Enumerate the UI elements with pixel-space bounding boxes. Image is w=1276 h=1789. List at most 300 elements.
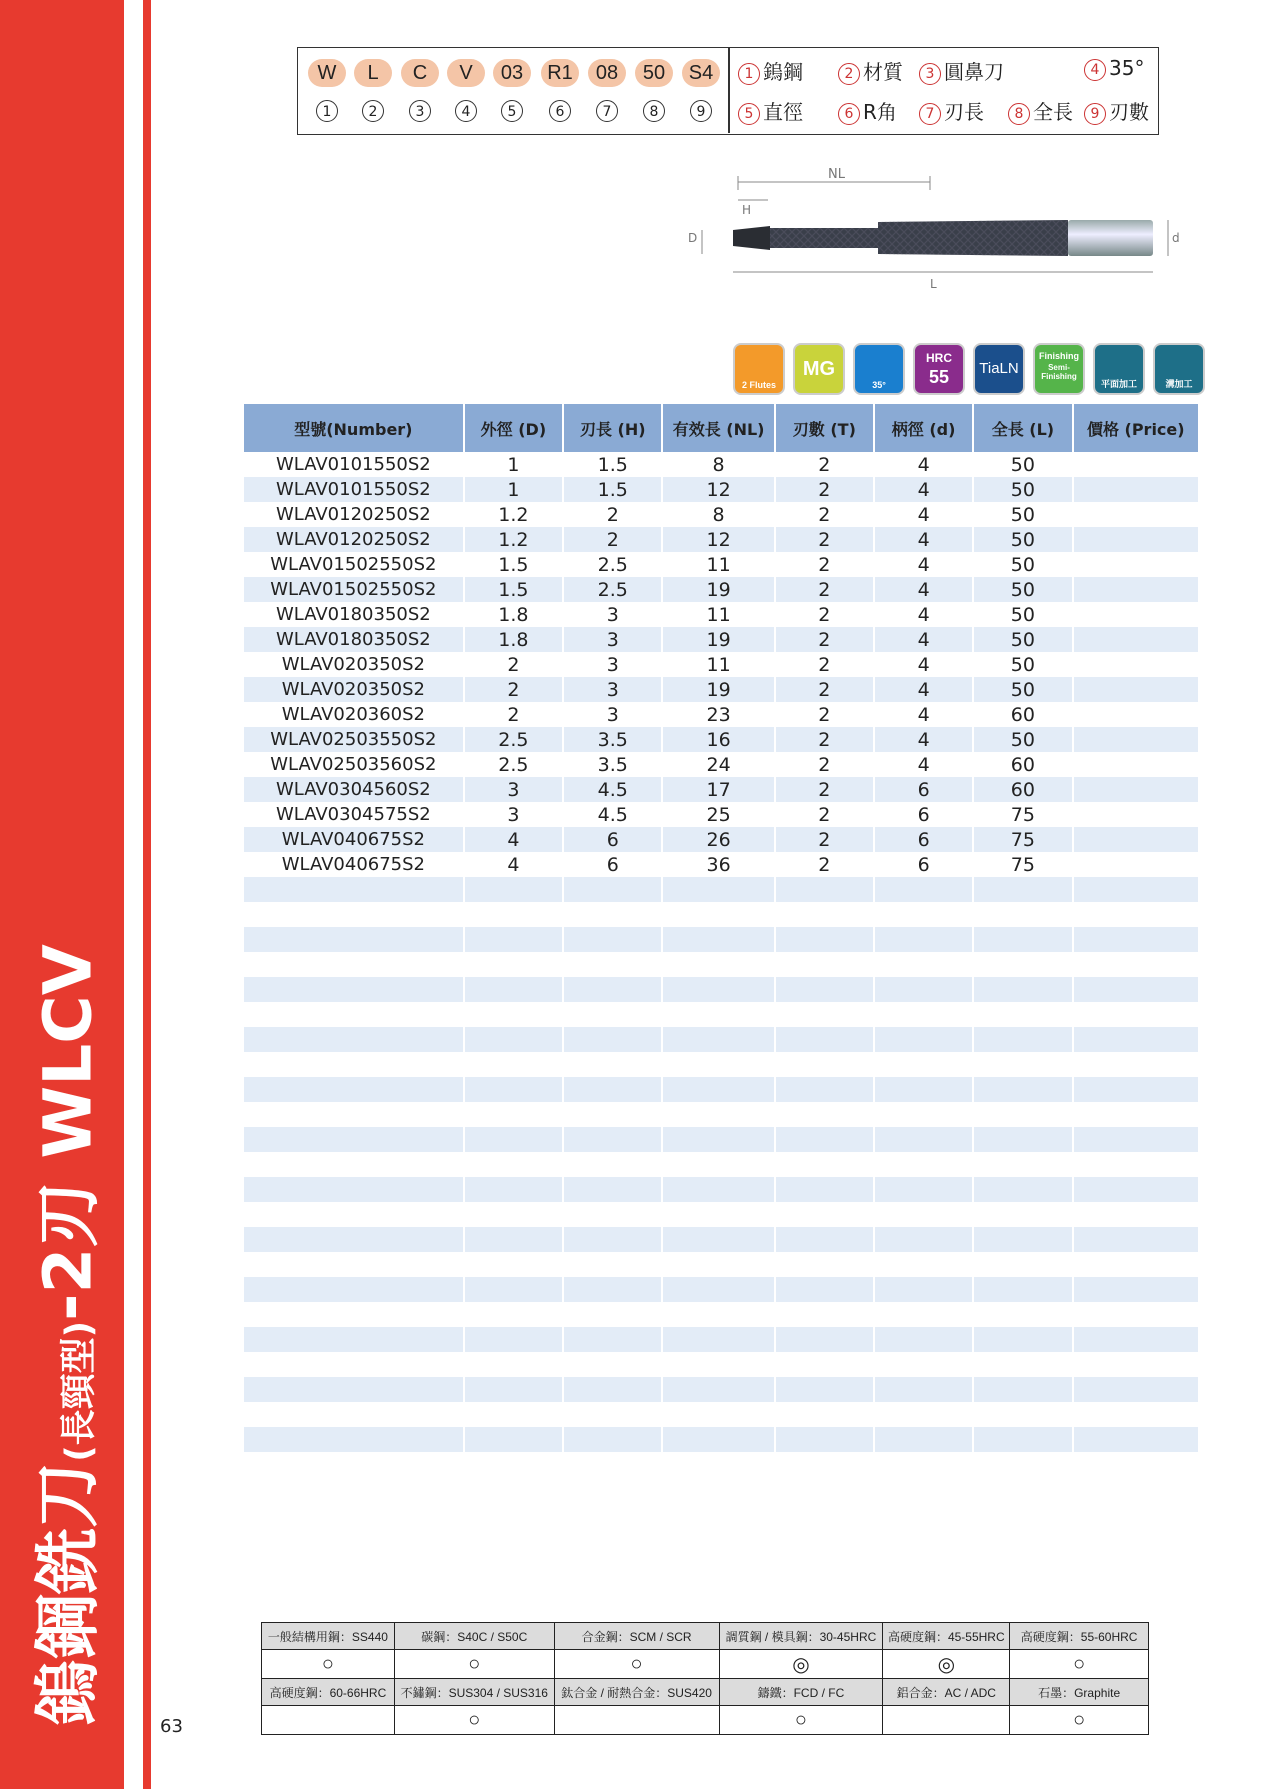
table-cell (663, 1102, 773, 1127)
code-segment: S4 (682, 59, 720, 87)
table-cell: WLAV01502550S2 (270, 554, 437, 575)
table-cell (875, 1252, 972, 1277)
table-cell (564, 1427, 661, 1452)
material-suitability: ○ (1010, 1650, 1149, 1679)
legend-label: 刃長 (944, 100, 984, 124)
tool-shank (1068, 220, 1153, 256)
table-cell: WLAV02503550S2 (244, 727, 463, 752)
table-cell (564, 977, 661, 1002)
table-cell (974, 1177, 1071, 1202)
table-cell (974, 1252, 1071, 1277)
table-cell (974, 1402, 1071, 1427)
material-label: 鋁合金：AC / ADC (883, 1679, 1010, 1706)
table-row (244, 1102, 1198, 1127)
table-cell: WLAV020360S2 (281, 704, 426, 725)
table-cell (1074, 1327, 1198, 1352)
table-row (244, 1052, 1198, 1077)
material-label: 碳鋼：S40C / S50C (394, 1623, 554, 1650)
legend-label: R角 (863, 100, 897, 124)
legend-number: 1 (738, 63, 760, 85)
table-cell: 4 (917, 653, 930, 676)
tialn-icon (973, 343, 1025, 395)
table-cell: 4 (875, 677, 972, 702)
table-row (244, 777, 1198, 802)
material-label: 石墨：Graphite (1010, 1679, 1149, 1706)
table-cell (1074, 752, 1198, 777)
code-index: 5 (501, 100, 523, 122)
table-cell (244, 1427, 463, 1452)
table-cell: 4 (875, 627, 972, 652)
table-row (244, 1227, 1198, 1252)
legend-number: 5 (738, 103, 760, 125)
table-cell (1074, 652, 1198, 677)
table-cell (776, 1427, 873, 1452)
table-cell (564, 1202, 661, 1227)
table-cell (974, 927, 1071, 952)
table-cell (974, 877, 1071, 902)
table-cell: 2 (818, 853, 831, 876)
table-cell (1074, 477, 1198, 502)
table-cell (564, 1002, 661, 1027)
table-cell (776, 1127, 873, 1152)
table-cell: 4.5 (564, 777, 661, 802)
table-row (244, 1377, 1198, 1402)
table-row (244, 477, 1198, 502)
table-cell (776, 952, 873, 977)
table-cell (564, 1027, 661, 1052)
material-suitability: ○ (394, 1706, 554, 1735)
table-cell (244, 1302, 463, 1327)
table-cell (875, 1377, 972, 1402)
material-suitability: ○ (719, 1706, 883, 1735)
table-cell: 19 (663, 677, 773, 702)
table-cell (465, 1002, 562, 1027)
table-row (244, 727, 1198, 752)
table-cell (663, 1227, 773, 1252)
table-cell (663, 1302, 773, 1327)
table-cell: 50 (1010, 603, 1035, 626)
table-cell: 4 (917, 453, 930, 476)
table-cell (564, 1077, 661, 1102)
table-cell (663, 1252, 773, 1277)
table-row (244, 1327, 1198, 1352)
table-cell (1074, 677, 1198, 702)
table-cell: WLAV0120250S2 (275, 504, 431, 525)
table-cell: WLAV0180350S2 (244, 627, 463, 652)
materials-table (261, 1622, 1149, 1735)
finishing-icon (1033, 343, 1085, 395)
material-label: 鈦合金 / 耐熱合金：SUS420 (554, 1679, 719, 1706)
column-header: 外徑 (D) (465, 404, 562, 452)
table-cell: 2 (776, 577, 873, 602)
table-row (244, 702, 1198, 727)
table-cell (776, 1402, 873, 1427)
table-cell (776, 927, 873, 952)
table-row (244, 1152, 1198, 1177)
hrc-55-icon (913, 343, 965, 395)
table-cell (663, 1002, 773, 1027)
table-cell (875, 1027, 972, 1052)
table-cell (1074, 1252, 1198, 1277)
table-cell (564, 1052, 661, 1077)
table-cell (776, 1177, 873, 1202)
table-cell (244, 952, 463, 977)
table-cell (244, 1402, 463, 1427)
table-cell (875, 1152, 972, 1177)
table-cell (974, 977, 1071, 1002)
table-cell: 6 (917, 853, 930, 876)
column-header: 型號(Number) (244, 404, 463, 452)
table-cell: 2 (776, 627, 873, 652)
table-cell (1074, 602, 1198, 627)
table-cell (974, 1202, 1071, 1227)
table-cell (465, 1402, 562, 1427)
table-cell (776, 1102, 873, 1127)
table-cell (875, 1277, 972, 1302)
table-row (244, 1177, 1198, 1202)
table-cell: 4.5 (597, 803, 628, 826)
table-cell: 36 (706, 853, 731, 876)
slot-machining-icon (1153, 343, 1205, 395)
table-cell (465, 1127, 562, 1152)
table-cell: 50 (974, 627, 1071, 652)
table-cell: 1.8 (465, 627, 562, 652)
table-cell (974, 1377, 1071, 1402)
table-cell (564, 1102, 661, 1127)
table-cell: WLAV0101550S2 (244, 477, 463, 502)
table-row (244, 1252, 1198, 1277)
table-cell (776, 1352, 873, 1377)
table-cell (1074, 852, 1198, 877)
table-cell (974, 1277, 1071, 1302)
table-cell (465, 1027, 562, 1052)
table-cell (663, 952, 773, 977)
table-cell (663, 1052, 773, 1077)
tool-body-texture (878, 220, 1068, 256)
tool-diagram (688, 160, 1178, 290)
table-cell: 6 (875, 777, 972, 802)
table-cell: 11 (706, 603, 731, 626)
table-cell: 2 (776, 527, 873, 552)
table-cell: 2.5 (564, 577, 661, 602)
table-cell (465, 1102, 562, 1127)
table-cell: 16 (663, 727, 773, 752)
table-cell: 3 (564, 677, 661, 702)
table-cell: 6 (917, 803, 930, 826)
table-cell (776, 1202, 873, 1227)
table-cell (776, 1252, 873, 1277)
table-cell (465, 877, 562, 902)
table-row (244, 1302, 1198, 1327)
icon-text: Finishing (1039, 351, 1079, 361)
table-cell (1074, 802, 1198, 827)
material-mark-row (262, 1706, 1149, 1735)
table-cell (244, 1052, 463, 1077)
table-cell (244, 1202, 463, 1227)
table-cell (875, 1002, 972, 1027)
code-index: 4 (455, 100, 477, 122)
table-cell: 23 (706, 703, 731, 726)
table-cell (974, 902, 1071, 927)
table-cell (1074, 727, 1198, 752)
table-cell: 2 (818, 553, 831, 576)
table-cell: 3 (564, 627, 661, 652)
table-cell (1074, 1077, 1198, 1102)
material-suitability: ○ (262, 1650, 395, 1679)
table-cell: 1 (465, 477, 562, 502)
table-row (244, 1277, 1198, 1302)
table-cell: 50 (1010, 503, 1035, 526)
table-cell (244, 1352, 463, 1377)
table-cell (465, 1177, 562, 1202)
table-cell: 2 (818, 453, 831, 476)
plane-machining-icon (1093, 343, 1145, 395)
table-row (244, 677, 1198, 702)
legend-item (738, 56, 803, 85)
table-row (244, 877, 1198, 902)
code-segment: R1 (541, 59, 579, 87)
table-cell (564, 1177, 661, 1202)
table-cell: 60 (974, 777, 1071, 802)
table-cell: WLAV0180350S2 (275, 604, 431, 625)
material-label: 高硬度鋼：45-55HRC (883, 1623, 1010, 1650)
code-index: 3 (409, 100, 431, 122)
table-cell (1074, 1127, 1198, 1152)
table-cell: WLAV040675S2 (281, 854, 426, 875)
table-cell: WLAV02503560S2 (270, 754, 437, 775)
material-suitability (883, 1706, 1010, 1735)
table-cell (974, 1227, 1071, 1252)
table-row (244, 927, 1198, 952)
table-cell: 2 (818, 753, 831, 776)
code-index: 1 (316, 100, 338, 122)
table-cell (663, 1352, 773, 1377)
material-suitability (262, 1706, 395, 1735)
table-cell (663, 1427, 773, 1452)
code-segment: 03 (493, 59, 531, 87)
table-cell: 2 (776, 827, 873, 852)
table-cell: 2 (507, 703, 520, 726)
table-cell (875, 1202, 972, 1227)
table-cell: 1.5 (597, 453, 628, 476)
material-suitability: ○ (1010, 1706, 1149, 1735)
table-cell: 50 (974, 677, 1071, 702)
table-header-row (244, 404, 1198, 452)
table-cell: 2 (507, 653, 520, 676)
icon-text-2: Semi-Finishing (1041, 363, 1077, 381)
legend-label: 刃數 (1109, 100, 1149, 124)
table-cell (1074, 927, 1198, 952)
code-segment: 08 (588, 59, 626, 87)
table-cell (564, 1327, 661, 1352)
column-header: 全長 (L) (974, 404, 1071, 452)
table-cell (1074, 1152, 1198, 1177)
table-cell (465, 1052, 562, 1077)
table-cell (244, 977, 463, 1002)
table-cell (1074, 627, 1198, 652)
table-cell (1074, 777, 1198, 802)
d-small-label: d (1172, 231, 1180, 245)
table-cell (465, 1077, 562, 1102)
table-cell (465, 1302, 562, 1327)
table-cell: 17 (663, 777, 773, 802)
legend-item (838, 96, 897, 125)
table-cell: 4 (917, 603, 930, 626)
table-cell (875, 902, 972, 927)
table-cell (1074, 952, 1198, 977)
table-cell: 2.5 (597, 553, 628, 576)
table-cell (974, 1327, 1071, 1352)
table-cell: 50 (1010, 653, 1035, 676)
table-row (244, 577, 1198, 602)
table-cell (244, 1227, 463, 1252)
icon-text: 溝加工 (1165, 379, 1193, 389)
table-cell (776, 1327, 873, 1352)
table-cell (776, 1227, 873, 1252)
icon-text: TiaLN (979, 360, 1019, 377)
table-row (244, 802, 1198, 827)
table-cell (244, 1127, 463, 1152)
table-cell (1074, 452, 1198, 477)
table-cell (776, 1002, 873, 1027)
table-cell (974, 952, 1071, 977)
table-row (244, 527, 1198, 552)
table-cell (875, 1227, 972, 1252)
table-cell: 1.8 (498, 603, 529, 626)
table-cell (663, 1327, 773, 1352)
table-cell: 1.5 (465, 577, 562, 602)
table-row (244, 752, 1198, 777)
table-cell: 8 (712, 503, 725, 526)
legend-item (919, 96, 984, 125)
table-cell (465, 952, 562, 977)
table-cell: 3.5 (564, 727, 661, 752)
icon-text: 35° (872, 380, 886, 390)
table-cell: WLAV020350S2 (281, 654, 426, 675)
table-cell (875, 927, 972, 952)
table-cell: 2 (776, 677, 873, 702)
table-cell: 1.5 (564, 477, 661, 502)
table-cell (875, 1052, 972, 1077)
table-cell: 1 (507, 453, 520, 476)
legend-number: 9 (1084, 103, 1106, 125)
table-cell (1074, 1202, 1198, 1227)
table-cell: 50 (1010, 553, 1035, 576)
table-cell (1074, 552, 1198, 577)
table-cell (875, 977, 972, 1002)
table-cell (875, 1177, 972, 1202)
table-cell (1074, 1427, 1198, 1452)
table-row (244, 602, 1198, 627)
legend-number: 2 (838, 63, 860, 85)
table-cell (564, 1252, 661, 1277)
table-cell: 2.5 (465, 727, 562, 752)
table-cell (663, 1202, 773, 1227)
table-cell (465, 902, 562, 927)
table-cell (875, 1302, 972, 1327)
legend-label: 材質 (863, 60, 903, 84)
product-table (242, 404, 1200, 1452)
table-cell (1074, 1102, 1198, 1127)
table-cell: 4 (465, 827, 562, 852)
table-cell (465, 1277, 562, 1302)
table-cell (244, 1252, 463, 1277)
table-cell (465, 1427, 562, 1452)
table-cell: WLAV040675S2 (244, 827, 463, 852)
icon-text: 平面加工 (1100, 379, 1137, 389)
table-cell (244, 927, 463, 952)
table-row (244, 1027, 1198, 1052)
table-cell (875, 1352, 972, 1377)
table-cell: 75 (1010, 853, 1035, 876)
table-row (244, 627, 1198, 652)
table-cell: 12 (663, 477, 773, 502)
table-cell (974, 1052, 1071, 1077)
table-cell (1074, 702, 1198, 727)
table-cell: WLAV0304560S2 (244, 777, 463, 802)
table-cell (974, 1352, 1071, 1377)
table-cell (663, 1402, 773, 1427)
legend-number: 6 (838, 103, 860, 125)
table-cell (1074, 827, 1198, 852)
table-cell: 1.5 (498, 553, 529, 576)
icon-text: HRC (926, 351, 952, 365)
table-cell (776, 877, 873, 902)
title-end: -2刃 WLCV (29, 944, 107, 1321)
table-cell: 6 (564, 827, 661, 852)
code-divider (728, 48, 730, 133)
tool-neck-texture (768, 228, 878, 248)
page-number: 63 (160, 1716, 183, 1737)
icon-text: 2 Flutes (741, 380, 776, 390)
code-segment: L (354, 59, 392, 87)
table-cell (875, 1327, 972, 1352)
table-cell: 24 (706, 753, 731, 776)
table-cell: 2.5 (498, 753, 529, 776)
table-cell (244, 1377, 463, 1402)
table-cell (875, 1402, 972, 1427)
material-label: 高硬度鋼：60-66HRC (262, 1679, 395, 1706)
material-mark-row (262, 1650, 1149, 1679)
table-cell (1074, 1277, 1198, 1302)
table-row (244, 652, 1198, 677)
material-suitability (554, 1706, 719, 1735)
table-cell (663, 1127, 773, 1152)
table-cell (776, 1302, 873, 1327)
table-cell (465, 1202, 562, 1227)
legend-item (919, 56, 1004, 85)
column-header: 刃長 (H) (564, 404, 661, 452)
legend-label: 全長 (1033, 100, 1073, 124)
table-cell (564, 1277, 661, 1302)
table-row (244, 902, 1198, 927)
table-cell (244, 1327, 463, 1352)
legend-label: 鎢鋼 (763, 60, 803, 84)
table-cell (465, 1227, 562, 1252)
table-cell: 2 (818, 803, 831, 826)
h-label: H (742, 203, 752, 217)
legend-item (1008, 96, 1073, 125)
table-cell (776, 1052, 873, 1077)
table-cell: 60 (1010, 753, 1035, 776)
table-cell: 12 (663, 527, 773, 552)
feature-icons (733, 343, 1203, 399)
table-cell (1074, 1027, 1198, 1052)
legend-label: 圓鼻刀 (944, 60, 1004, 84)
legend-number: 4 (1084, 59, 1106, 81)
material-label: 鑄鐵：FCD / FC (719, 1679, 883, 1706)
table-cell (875, 952, 972, 977)
